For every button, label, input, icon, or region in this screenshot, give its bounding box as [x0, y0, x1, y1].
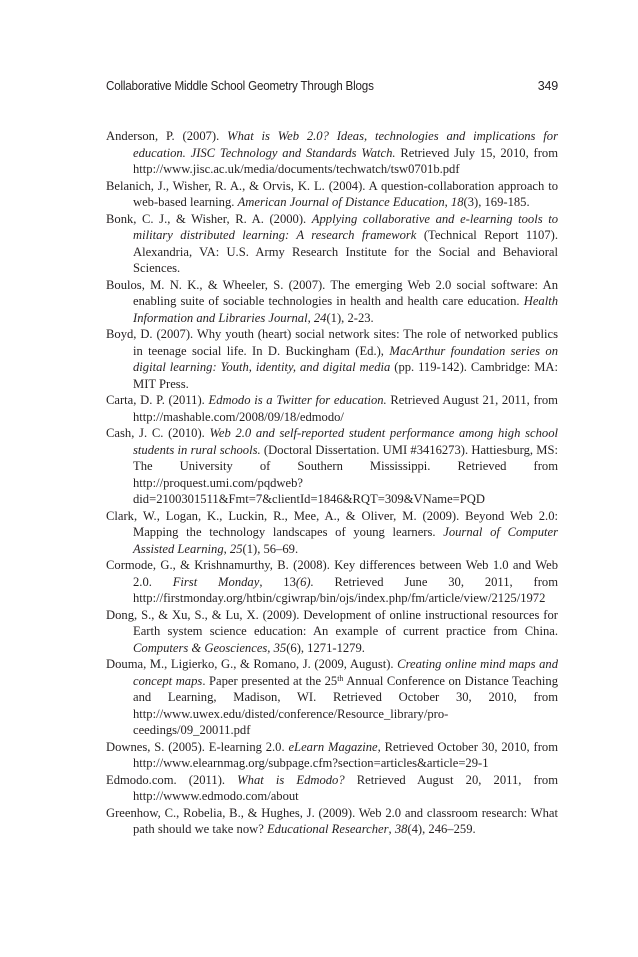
reference-text: Boulos, M. N. K., & Wheeler, S. (2007). The emerging Web 2.0 social software: An enabling suite of sociable technologies in health and health care education.	[106, 277, 558, 308]
reference-text: (Doctoral Dissertation. UMI #3416273). Hattiesburg, MS: The University of Southern Mississippi. Retrieved from http://proquest.umi.com/pqdweb?did=2100301511&Fmt=7&clientId=1846&RQT=309&VName=PQD	[133, 442, 558, 506]
reference-text: Retrieved June 30, 2011, from http://firstmonday.org/htbin/cgiwrap/bin/ojs/index.php/fm/article/view/2125/1972	[133, 574, 558, 605]
reference-entry	[106, 178, 558, 211]
reference-text: Downes, S. (2005). E-learning 2.0.	[106, 739, 289, 754]
reference-text: ,	[444, 195, 451, 209]
reference-text: Cormode, G., & Krishnamurthy, B. (2008). Key differences between Web 1.0 and Web 2.0.	[106, 558, 558, 589]
italic-text: Creating online mind maps and concept maps	[133, 657, 558, 688]
reference-text: Retrieved July 15, 2010, from http://www.jisc.ac.uk/media/documents/techwatch/tsw0701b.pdf	[133, 145, 558, 176]
italic-text: Educational Researcher	[266, 822, 389, 836]
reference-text: Edmodo.com. (2011).	[106, 772, 238, 787]
reference-text: Retrieved August 20, 2011, from http://wwww.edmodo.com/about	[133, 772, 558, 803]
reference-entry	[106, 772, 558, 805]
reference-entry	[106, 607, 558, 657]
reference-text: , 13	[259, 574, 296, 589]
reference-entry	[106, 326, 558, 392]
reference-text: Retrieved October 30, 2010, from http://www.elearnmag.org/subpage.cfm?section=articles&article=29-1	[133, 739, 558, 770]
reference-entry	[106, 392, 558, 425]
italic-text: Journal of Computer Assisted Learning	[133, 525, 558, 556]
reference-text: Greenhow, C., Robelia, B., & Hughes, J. (2009). Web 2.0 and classroom research: What path should we take now?	[106, 805, 558, 836]
reference-text: Bonk, C. J., & Wisher, R. A. (2000).	[106, 211, 312, 226]
reference-entry	[106, 805, 558, 838]
reference-text: Carta, D. P. (2011).	[106, 393, 209, 407]
page-number: 349	[537, 79, 558, 93]
italic-text: 18	[450, 195, 464, 209]
reference-list	[106, 128, 558, 838]
reference-text: Douma, M., Ligierko, G., & Romano, J. (2009, August).	[106, 657, 398, 671]
superscript-text: th	[337, 673, 344, 683]
reference-entry	[106, 739, 558, 772]
reference-text: (6), 1271-1279.	[286, 640, 365, 655]
reference-entry	[106, 656, 558, 739]
reference-text: Cash, J. C. (2010).	[106, 426, 210, 440]
reference-text: Retrieved August 21, 2011, from http://mashable.com/2008/09/18/edmodo/	[133, 393, 558, 424]
reference-text: Dong, S., & Xu, S., & Lu, X. (2009). Development of online instructional resources for Earth system science education: An example of current practice from China.	[106, 607, 558, 638]
italic-text: (6).	[295, 574, 314, 589]
reference-text: (1), 56–69.	[242, 541, 299, 556]
reference-entry	[106, 211, 558, 277]
reference-text: Annual Conference on Distance Teaching and Learning, Madison, WI. Retrieved October 30, 2010, from http://www.uwex.edu/disted/conference/Resource_library/proceedings/09_20011.pdf	[133, 673, 558, 737]
reference-text: ,	[223, 541, 230, 556]
italic-text: MacArthur foundation series on digital learning: Youth, identity, and digital media	[133, 343, 558, 374]
reference-entry	[106, 425, 558, 508]
reference-text: (1), 2-23.	[326, 310, 374, 325]
italic-text: Edmodo is a Twitter for education.	[208, 393, 387, 407]
reference-text: (Technical Report 1107). Alexandria, VA: U.S. Army Research Institute for the Social and Behavioral Sciences.	[133, 228, 558, 275]
italic-text: American Journal of Distance Education	[237, 195, 445, 209]
reference-entry	[106, 557, 558, 607]
reference-entry	[106, 277, 558, 327]
italic-text: First Monday	[172, 574, 260, 589]
running-head-title: Collaborative Middle School Geometry Through Blogs	[106, 79, 374, 93]
italic-text: eLearn Magazine,	[288, 739, 381, 754]
italic-text: 38	[394, 822, 408, 836]
italic-text: What is Web 2.0? Ideas, technologies and implications for education. JISC Technology and Standards Watch.	[133, 129, 558, 160]
italic-text: Health Information and Libraries Journal, 24	[133, 294, 558, 325]
reference-text: ,	[388, 822, 395, 836]
reference-text: (3), 169-185.	[463, 195, 530, 209]
reference-text: (4), 246–259.	[407, 822, 476, 836]
italic-text: 25	[229, 541, 243, 556]
reference-entry	[106, 128, 558, 178]
reference-text: Boyd, D. (2007). Why youth (heart) social network sites: The role of networked publics in teenage social life. In D. Buckingham (Ed.),	[106, 327, 558, 358]
reference-text: (pp. 119-142). Cambridge: MA: MIT Press.	[133, 360, 558, 391]
running-head	[106, 79, 558, 99]
reference-text: Anderson, P. (2007).	[106, 129, 228, 143]
reference-text: . Paper presented at the 25	[202, 673, 338, 688]
reference-entry	[106, 508, 558, 558]
italic-text: What is Edmodo?	[237, 772, 345, 787]
italic-text: Web 2.0 and self-reported student performance among high school students in rural schools.	[133, 426, 558, 457]
reference-text: Clark, W., Logan, K., Luckin, R., Mee, A., & Oliver, M. (2009). Beyond Web 2.0: Mapping the technology landscapes of young learners.	[106, 508, 558, 539]
italic-text: Computers & Geosciences, 35	[133, 640, 287, 655]
reference-text: Belanich, J., Wisher, R. A., & Orvis, K. L. (2004). A question-collaboration approach to web-based learning.	[106, 178, 558, 209]
italic-text: Applying collaborative and e-learning tools to military distributed learning: A research framework	[133, 211, 558, 242]
